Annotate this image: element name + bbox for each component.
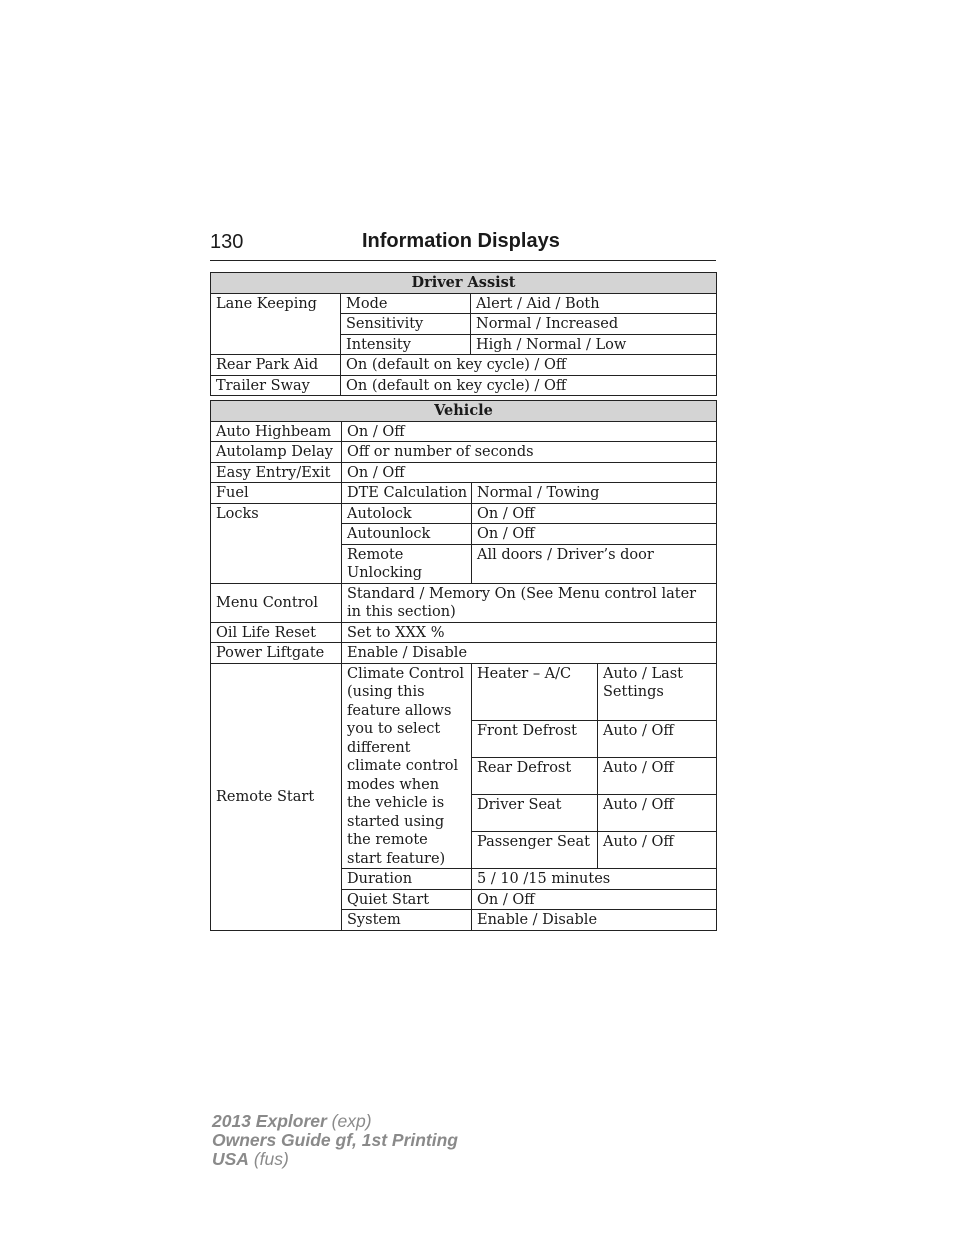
autolamp-delay-label: Autolamp Delay [211,442,342,463]
footer-line-1: 2013 Explorer (exp) [212,1111,372,1131]
passenger-seat-label: Passenger Seat [472,831,598,868]
heater-label: Heater – A/C [472,663,598,720]
driver-assist-heading: Driver Assist [211,273,717,294]
footer [212,1112,458,1169]
easy-entry-label: Easy Entry/Exit [211,462,342,483]
autolamp-delay-value: Off or number of seconds [342,442,717,463]
auto-highbeam-label: Auto Highbeam [211,421,342,442]
oil-life-label: Oil Life Reset [211,622,342,643]
page-title: Information Displays [362,230,560,252]
power-liftgate-label: Power Liftgate [211,643,342,664]
autolock-label: Autolock [342,503,472,524]
page-number: 130 [210,231,244,253]
rear-defrost-value: Auto / Off [598,757,717,794]
mode-value: Alert / Aid / Both [471,293,717,314]
rear-park-aid-value: On (default on key cycle) / Off [341,355,717,376]
autolock-value: On / Off [472,503,717,524]
driver-assist-table [210,272,717,396]
dte-label: DTE Calculation [342,483,472,504]
rear-defrost-label: Rear Defrost [472,757,598,794]
front-defrost-value: Auto / Off [598,720,717,757]
mode-label: Mode [341,293,471,314]
duration-label: Duration [342,869,472,890]
autounlock-label: Autounlock [342,524,472,545]
page-header [210,228,716,261]
front-defrost-label: Front Defrost [472,720,598,757]
footer-line-3: USA (fus) [212,1149,289,1169]
dte-value: Normal / Towing [472,483,717,504]
system-value: Enable / Disable [472,910,717,931]
trailer-sway-label: Trailer Sway [211,375,341,396]
easy-entry-value: On / Off [342,462,717,483]
oil-life-value: Set to XXX % [342,622,717,643]
remote-unlocking-label: Remote Unlocking [342,544,472,583]
remote-start-label: Remote Start [211,663,342,930]
auto-highbeam-value: On / Off [342,421,717,442]
quiet-start-label: Quiet Start [342,889,472,910]
driver-seat-label: Driver Seat [472,794,598,831]
quiet-start-value: On / Off [472,889,717,910]
lane-keeping-label: Lane Keeping [211,293,341,355]
vehicle-table [210,400,717,931]
locks-label: Locks [211,503,342,583]
fuel-label: Fuel [211,483,342,504]
climate-control-label: Climate Control (using this feature allows you to select different climate control modes when the vehicle is started using the remote start feature) [342,663,472,869]
vehicle-heading: Vehicle [211,401,717,422]
heater-value: Auto / Last Settings [598,663,717,720]
rear-park-aid-label: Rear Park Aid [211,355,341,376]
sensitivity-label: Sensitivity [341,314,471,335]
footer-line-2: Owners Guide gf, 1st Printing [212,1130,458,1150]
system-label: System [342,910,472,931]
trailer-sway-value: On (default on key cycle) / Off [341,375,717,396]
sensitivity-value: Normal / Increased [471,314,717,335]
intensity-label: Intensity [341,334,471,355]
duration-value: 5 / 10 /15 minutes [472,869,717,890]
menu-control-label: Menu Control [211,583,342,622]
driver-seat-value: Auto / Off [598,794,717,831]
autounlock-value: On / Off [472,524,717,545]
intensity-value: High / Normal / Low [471,334,717,355]
passenger-seat-value: Auto / Off [598,831,717,868]
power-liftgate-value: Enable / Disable [342,643,717,664]
remote-unlocking-value: All doors / Driver’s door [472,544,717,583]
menu-control-value: Standard / Memory On (See Menu control later in this section) [342,583,717,622]
